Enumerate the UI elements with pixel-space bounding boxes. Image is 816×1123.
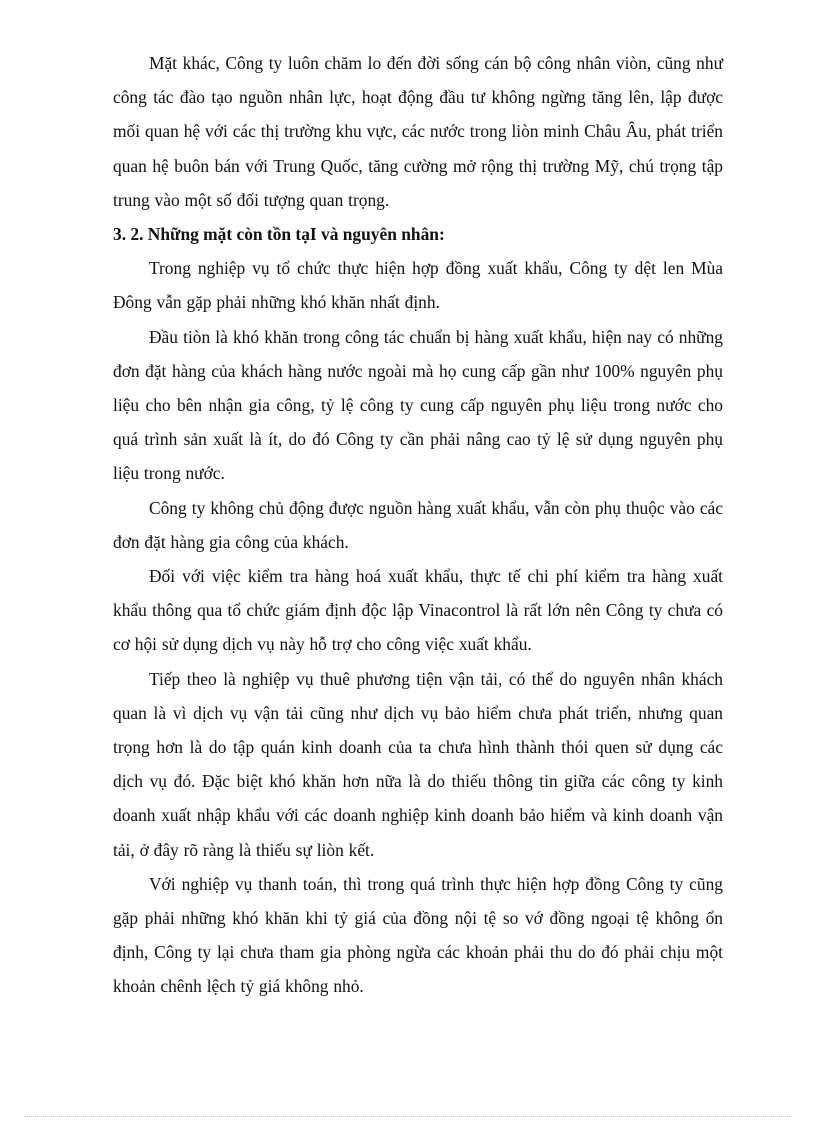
- section-heading-shortcomings: 3. 2. Những mặt còn tồn tạI và nguyên nhân:: [113, 224, 445, 245]
- paragraph-export-contract-difficulties: Trong nghiệp vụ tổ chức thực hiện hợp đồng xuất khẩu, Công ty dệt len Mùa Đông vẫn gặp phải những khó khăn nhất định.: [113, 258, 723, 313]
- paragraph-goods-sourcing: Công ty không chủ động được nguồn hàng xuất khẩu, vẫn còn phụ thuộc vào các đơn đặt hàng gia công của khách.: [113, 497, 723, 552]
- paragraph-transport-chartering: Tiếp theo là nghiệp vụ thuê phương tiện vận tải, có thể do nguyên nhân khách quan là vì dịch vụ vận tải cũng như dịch vụ bảo hiểm chưa phát triển, nhưng quan trọng hơn là do tập quán kinh doanh của ta chưa hình thành thói quen sử dụng các dịch vụ đó. Đặc biệt khó khăn hơn nữa là do thiếu thông tin giữa các công ty kinh doanh xuất nhập khẩu với các doanh nghiệp kinh doanh bảo hiểm và kinh doanh vận tải, ở đây rõ ràng là thiếu sự liòn kết.: [113, 668, 723, 860]
- paragraph-payment: Với nghiệp vụ thanh toán, thì trong quá trình thực hiện hợp đồng Công ty cũng gặp phải những khó khăn khi tỷ giá của đồng nội tệ so vớ đồng ngoại tệ không ổn định, Công ty lại chưa tham gia phòng ngừa các khoản phải thu do đó phải chịu một khoản chênh lệch tỷ giá không nhỏ.: [113, 873, 723, 997]
- paragraph-goods-inspection: Đối với việc kiểm tra hàng hoá xuất khẩu, thực tế chi phí kiểm tra hàng xuất khẩu thông qua tổ chức giám định độc lập Vinacontrol là rất lớn nên Công ty chưa có cơ hội sử dụng dịch vụ này hỗ trợ cho công việc xuất khẩu.: [113, 566, 723, 655]
- page-bottom-divider: [24, 1116, 792, 1117]
- paragraph-goods-preparation: Đầu tiòn là khó khăn trong công tác chuẩn bị hàng xuất khẩu, hiện nay có những đơn đặt hàng của khách hàng nước ngoài mà họ cung cấp gần như 100% nguyên phụ liệu cho bên nhận gia công, tỷ lệ công ty cung cấp nguyên phụ liệu trong nước cho quá trình sản xuất là ít, do đó Công ty cần phải nâng cao tỷ lệ sử dụng nguyên phụ liệu trong nước.: [113, 326, 723, 484]
- paragraph-investment-relations: Mặt khác, Công ty luôn chăm lo đến đời sống cán bộ công nhân viòn, cũng như công tác đào tạo nguồn nhân lực, hoạt động đầu tư không ngừng tăng lên, lập được mối quan hệ với các thị trường khu vực, các nước trong liòn minh Châu Âu, phát triển quan hệ buôn bán với Trung Quốc, tăng cường mở rộng thị trường Mỹ, chú trọng tập trung vào một số đối tượng quan trọng.: [113, 53, 723, 210]
- document-page: [113, 46, 723, 1004]
